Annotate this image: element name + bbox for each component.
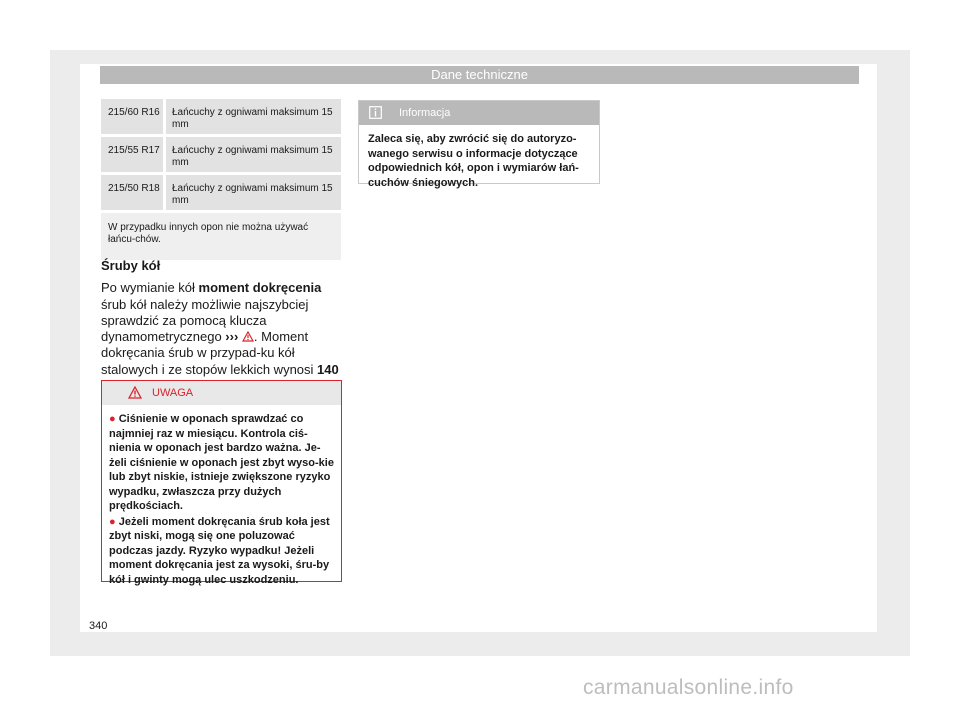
chain-spec-cell: Łańcuchy z ogniwami maksimum 15 mm [172, 107, 333, 130]
list-item: ● Jeżeli moment dokręcania śrub koła jest zbyt niski, mogą się one poluzować podczas jazdy. Ryzyko wypadku! Jeżeli moment dokręcania jest za wysoki, śru-by kół i gwinty mogą ulec uszkodzeniu. [109, 515, 330, 586]
chain-spec-cell: Łańcuchy z ogniwami maksimum 15 mm [172, 183, 333, 206]
torque-value: 140 [317, 361, 339, 377]
warning-triangle-icon [128, 386, 142, 399]
section-heading: Śruby kół [101, 258, 161, 273]
table-row [101, 175, 341, 210]
table-note: W przypadku innych opon nie można używać łańcu-chów. [101, 213, 341, 260]
warning-header [102, 381, 341, 405]
page-number: 340 [89, 620, 108, 632]
warning-body [102, 405, 341, 587]
warning-title: UWAGA [152, 387, 194, 399]
warning-triangle-icon [242, 331, 254, 342]
bullet-icon: ● [109, 515, 116, 528]
watermark: carmanualsonline.info [583, 676, 794, 699]
table-row [101, 99, 341, 134]
info-icon [369, 106, 382, 119]
chain-spec-cell: Łańcuchy z ogniwami maksimum 15 mm [172, 145, 333, 168]
wheel-bolts-paragraph: Po wymianie kół moment dokręcenia śrub kół należy możliwie najszybciej sprawdzić za pomocą klucza dynamometrycznego ››› . Moment dokręcania śrub w przypad-ku kół stalowych i ze stopów lekkich wynosi 140 [101, 280, 339, 377]
list-item: ● Ciśnienie w oponach sprawdzać co najmniej raz w miesiącu. Kontrola ciś-nienia w oponach jest bardzo ważna. Je-żeli ciśnienie w oponach jest zbyt wyso-kie lub zbyt niskie, istnieje zwiększone ryzyko wypadku, zwłaszcza przy dużych prędkościach. [109, 413, 334, 512]
warning-box [101, 380, 342, 586]
tire-size-cell: 215/50 R18 [108, 183, 160, 194]
info-header [359, 101, 599, 125]
cross-reference-arrows[interactable]: ››› [225, 329, 239, 345]
tire-size-cell: 215/60 R16 [108, 107, 160, 118]
info-text: Zaleca się, aby zwrócić się do autoryzo-wanego serwisu o informacje dotyczące odpowiednich kół, opon i wymiarów łań-cuchów śniegowych. [368, 133, 579, 189]
section-header: Dane techniczne [100, 66, 859, 84]
bullet-icon: ● [109, 413, 116, 425]
table-row [101, 137, 341, 172]
snow-chains-table [101, 99, 341, 260]
info-title: Informacja [399, 107, 451, 119]
tire-size-cell: 215/55 R17 [108, 145, 160, 156]
wheel-bolts-section [101, 258, 346, 394]
info-box [358, 100, 600, 189]
